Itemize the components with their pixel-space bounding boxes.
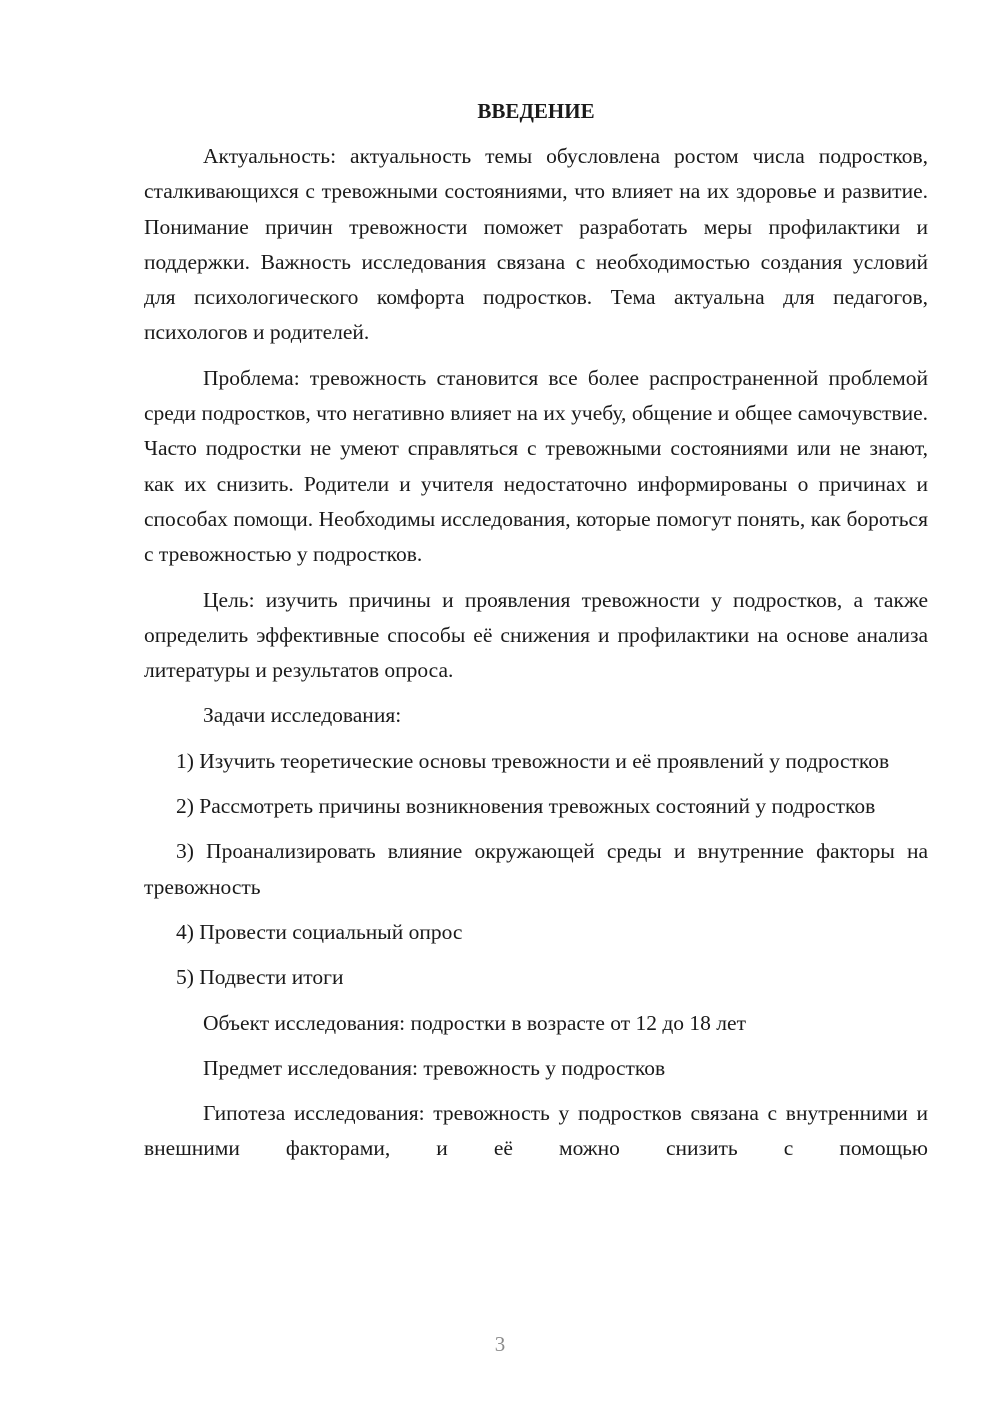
page-number: 3 [494,1332,506,1356]
paragraph-hypothesis: Гипотеза исследования: тревожность у подростков связана с внутренними и внешними факторами, и её можно снизить с помощью [144,1101,928,1161]
page-title: ВВЕДЕНИЕ [477,99,595,123]
task-item-3: 3) Проанализировать влияние окружающей среды и внутренние факторы на тревожность [144,839,928,899]
paragraph-subject: Предмет исследования: тревожность у подростков [203,1055,666,1080]
task-item-5: 5) Подвести итоги [176,965,344,990]
paragraph-goal: Цель: изучить причины и проявления тревожности у подростков, а также определить эффективные способы её снижения и профилактики на основе анализа литературы и результатов опроса. [144,587,928,683]
tasks-heading: Задачи исследования: [203,703,402,728]
paragraph-relevance: Актуальность: актуальность темы обусловлена ростом числа подростков, сталкивающихся с тревожными состояниями, что влияет на их здоровье и развитие. Понимание причин тревожности поможет разработать меры профилактики и поддержки. Важность исследования связана с необходимостью создания условий для психологического комфорта подростков. Тема актуальна для педагогов, психологов и родителей. [144,144,928,345]
task-item-1: 1) Изучить теоретические основы тревожности и её проявлений у подростков [176,748,890,773]
task-item-4: 4) Провести социальный опрос [176,919,463,944]
page-content [144,94,928,1177]
paragraph-problem: Проблема: тревожность становится все более распространенной проблемой среди подростков, что негативно влияет на их учебу, общение и общее самочувствие. Часто подростки не умеют справляться с тревожными состояниями или не знают, как их снизить. Родители и учителя недостаточно информированы о причинах и способах помощи. Необходимы исследования, которые помогут понять, как бороться с тревожностью у подростков. [144,365,928,567]
task-item-2: 2) Рассмотреть причины возникновения тревожных состояний у подростков [176,794,876,819]
paragraph-object: Объект исследования: подростки в возрасте от 12 до 18 лет [203,1010,746,1035]
